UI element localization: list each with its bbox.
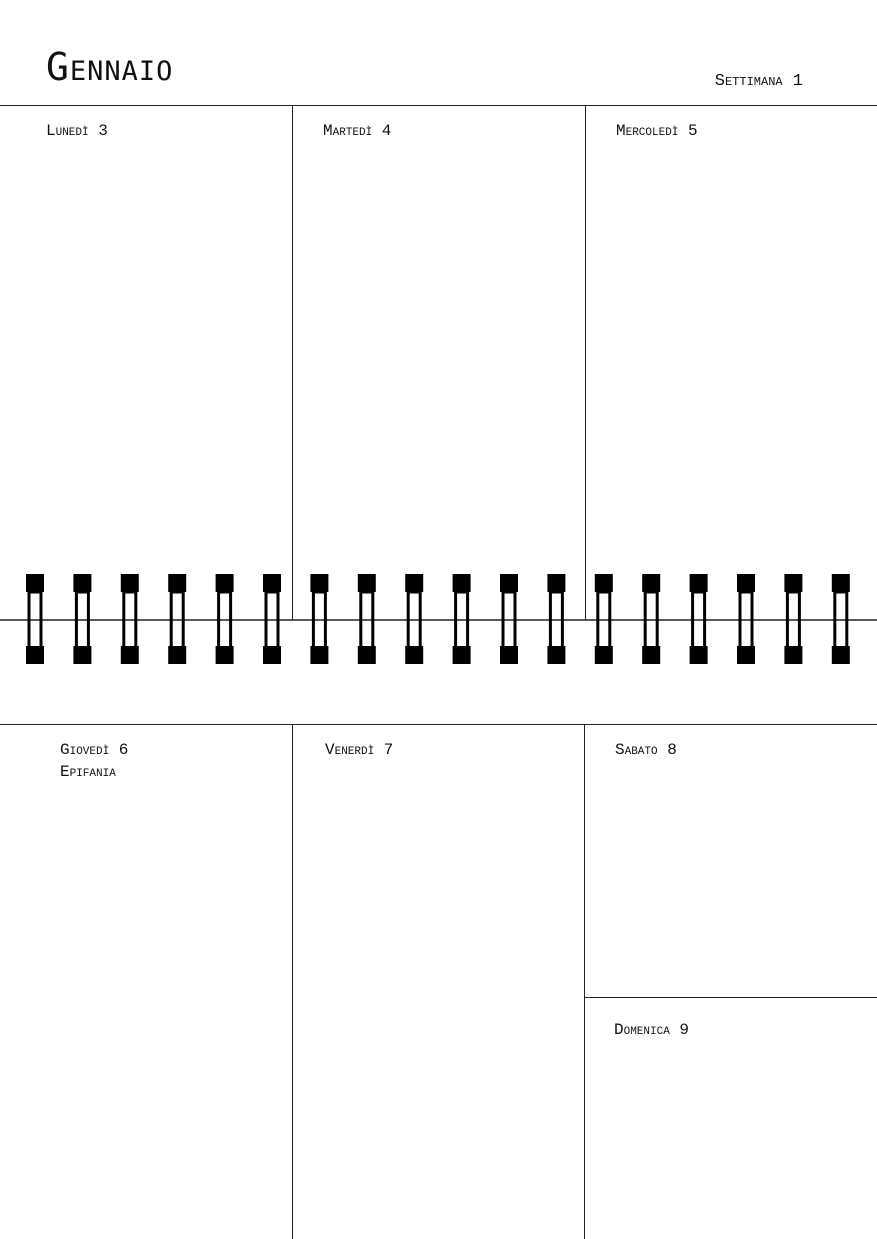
- binding-ring: [73, 574, 91, 664]
- weekend-divider: [584, 997, 877, 998]
- lower-divider-2: [584, 724, 585, 1239]
- binding-ring: [690, 574, 708, 664]
- binding-ring: [310, 574, 328, 664]
- upper-divider-2: [585, 105, 586, 620]
- middle-divider: [0, 724, 877, 725]
- binding-ring: [453, 574, 471, 664]
- spiral-binding: [0, 573, 877, 665]
- day-cell-thursday: [60, 740, 128, 783]
- binding-ring: [168, 574, 186, 664]
- day-label-tuesday: Martedì 4: [323, 122, 392, 140]
- day-cell-friday: [325, 740, 393, 762]
- day-label-sunday: Domenica 9: [614, 1021, 690, 1039]
- binding-ring: [737, 574, 755, 664]
- binding-ring: [216, 574, 234, 664]
- binding-ring: [642, 574, 660, 664]
- holiday-label: Epifania: [60, 762, 116, 781]
- day-cell-wednesday: [616, 121, 698, 143]
- day-cell-tuesday: [323, 121, 391, 143]
- binding-ring: [595, 574, 613, 664]
- day-cell-sunday: [614, 1020, 689, 1042]
- day-label-wednesday: Mercoledì 5: [616, 122, 698, 140]
- day-label-friday: Venerdì 7: [325, 741, 394, 759]
- binding-ring: [405, 574, 423, 664]
- binding-ring: [358, 574, 376, 664]
- binding-ring: [26, 574, 44, 664]
- top-divider: [0, 105, 877, 106]
- binding-ring: [500, 574, 518, 664]
- upper-divider-1: [292, 105, 293, 620]
- binding-ring: [263, 574, 281, 664]
- day-cell-saturday: [615, 740, 677, 762]
- month-title: Gennaio: [46, 45, 174, 89]
- day-label-thursday: Giovedì 6: [60, 741, 129, 759]
- day-cell-monday: [46, 121, 108, 143]
- week-label: Settimana 1: [714, 72, 803, 91]
- binding-ring: [121, 574, 139, 664]
- binding-ring: [547, 574, 565, 664]
- day-label-saturday: Sabato 8: [615, 741, 677, 759]
- day-label-monday: Lunedì 3: [46, 122, 108, 140]
- lower-divider-1: [292, 724, 293, 1239]
- binding-ring: [832, 574, 850, 664]
- binding-ring: [784, 574, 802, 664]
